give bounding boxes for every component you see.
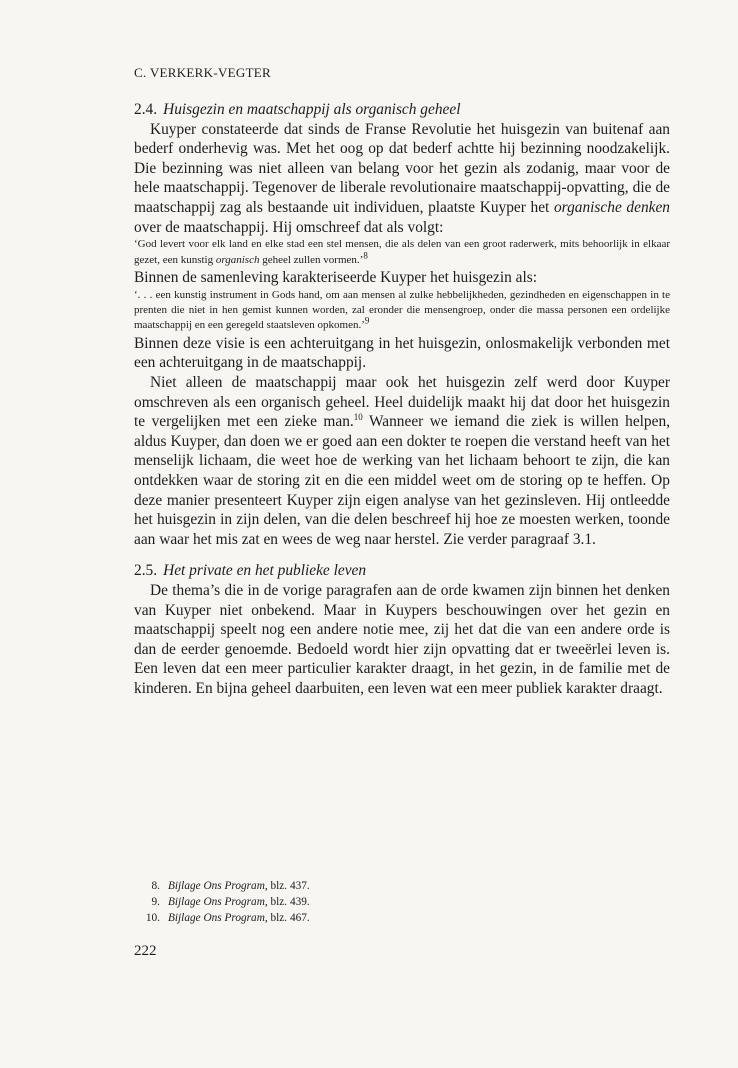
section-number: 2.5. (134, 562, 158, 580)
footnote-ref: 8 (363, 249, 368, 260)
footnote-number: 10. (145, 912, 160, 924)
footnote-title: Bijlage Ons Program (168, 896, 265, 908)
footnote-number: 8. (151, 880, 160, 892)
paragraph: Binnen deze visie is een achteruitgang in het huisgezin, onlosmakelijk verbonden met een achteruitgang in de maatschappij. (134, 334, 670, 372)
running-head: C. VERKERK-VEGTER (134, 65, 272, 80)
footnote-title: Bijlage Ons Program (168, 912, 265, 924)
section-title: Huisgezin en maatschappij als organisch geheel (163, 101, 461, 118)
paragraph: De thema’s die in de vorige paragrafen aan de orde kwamen zijn binnen het denken van Kuyper niet onbekend. Maar in Kuypers beschouwingen over het gezin en maatschappij speelt nog een andere notie mee, zij het dat die van een andere orde is dan de eerder genoemde. Bedoeld wordt hier zijn opvatting dat er tweeërlei leven is. Een leven dat een meer particulier karakter draagt, in het gezin, in de familie met de kinderen. En bijna geheel daarbuiten, een leven wat een meer publiek karakter draagt. (134, 581, 670, 697)
footnote-ref: 10 (353, 412, 363, 423)
block-quote: ‘God levert voor elk land en elke stad een stel mensen, die als delen van een groot raderwerk, mits behoorlijk in elkaar gezet, een kunstig organisch geheel zullen vormen.’$^8$ (134, 238, 670, 266)
section-heading-2-4 (134, 100, 670, 120)
block-quote: ‘. . . een kunstig instrument in Gods hand, om aan mensen al zulke hebbelijkheden, gezindheden en eigenschappen in te prenten die niet in hen gemist kunnen worden, zal eronder die mensengroep, onder die massa personen een ordelijke maatschappij en een geregeld staatsleven opkomen.’$^9$ (134, 288, 670, 332)
footnote-title: Bijlage Ons Program (168, 880, 265, 892)
footnote: 9. Bijlage Ons Program, blz. 439. (134, 894, 494, 910)
emphasis: organische denken (553, 198, 670, 216)
section-number: 2.4. (134, 101, 158, 118)
footnote: 8. Bijlage Ons Program, blz. 437. (134, 878, 494, 894)
footnote: 10. Bijlage Ons Program, blz. 467. (134, 910, 494, 926)
paragraph: Niet alleen de maatschappij maar ook het huisgezin zelf werd door Kuyper omschreven als een organisch geheel. Heel duidelijk maakt hij dat door het huisgezin te vergelijken met een zieke man.$^{10}$ Wanneer we iemand die ziek is willen helpen, aldus Kuyper, dan doen we er goed aan een dokter te roepen die verstand heeft van het menselijk lichaam, die weet hoe de werking van het lichaam behoort te zijn, die kan ontdekken waar de storing zit en die een middel weet om de storing op te heffen. Op deze manier presenteert Kuyper zijn eigen analyse van het gezinsleven. Hij ontleedde het huisgezin in zijn delen, van die delen beschreef hij hoe ze moesten werken, toonde aan waar het mis zat en wees de weg naar herstel. Zie verder paragraaf 3.1. (134, 373, 671, 548)
footnotes (134, 878, 494, 926)
page-number: 222 (134, 943, 157, 959)
main-text (134, 100, 670, 698)
section-gap (134, 549, 670, 561)
footnote-ref: 9 (364, 315, 370, 326)
paragraph: Binnen de samenleving karakteriseerde Kuyper het huisgezin als: (134, 268, 538, 286)
footnote-number: 9. (151, 896, 160, 908)
section-heading-2-5 (134, 561, 670, 581)
emphasis: organisch (215, 253, 260, 266)
paragraph: Kuyper constateerde dat sinds de Franse Revolutie het huisgezin van buitenaf aan bederf onderhevig was. Met het oog op dat bederf achtte hij bezinning noodzakelijk. Die bezinning was niet alleen van belang voor het gezin als zodanig, maar voor de hele maatschappij. Tegenover de liberale revolutionaire maatschappij-opvatting, die de maatschappij zag als bestaande uit individuen, plaatste Kuyper het organische denken over de maatschappij. Hij omschreef dat als volgt: (134, 120, 670, 236)
section-title: Het private en het publieke leven (163, 562, 367, 580)
